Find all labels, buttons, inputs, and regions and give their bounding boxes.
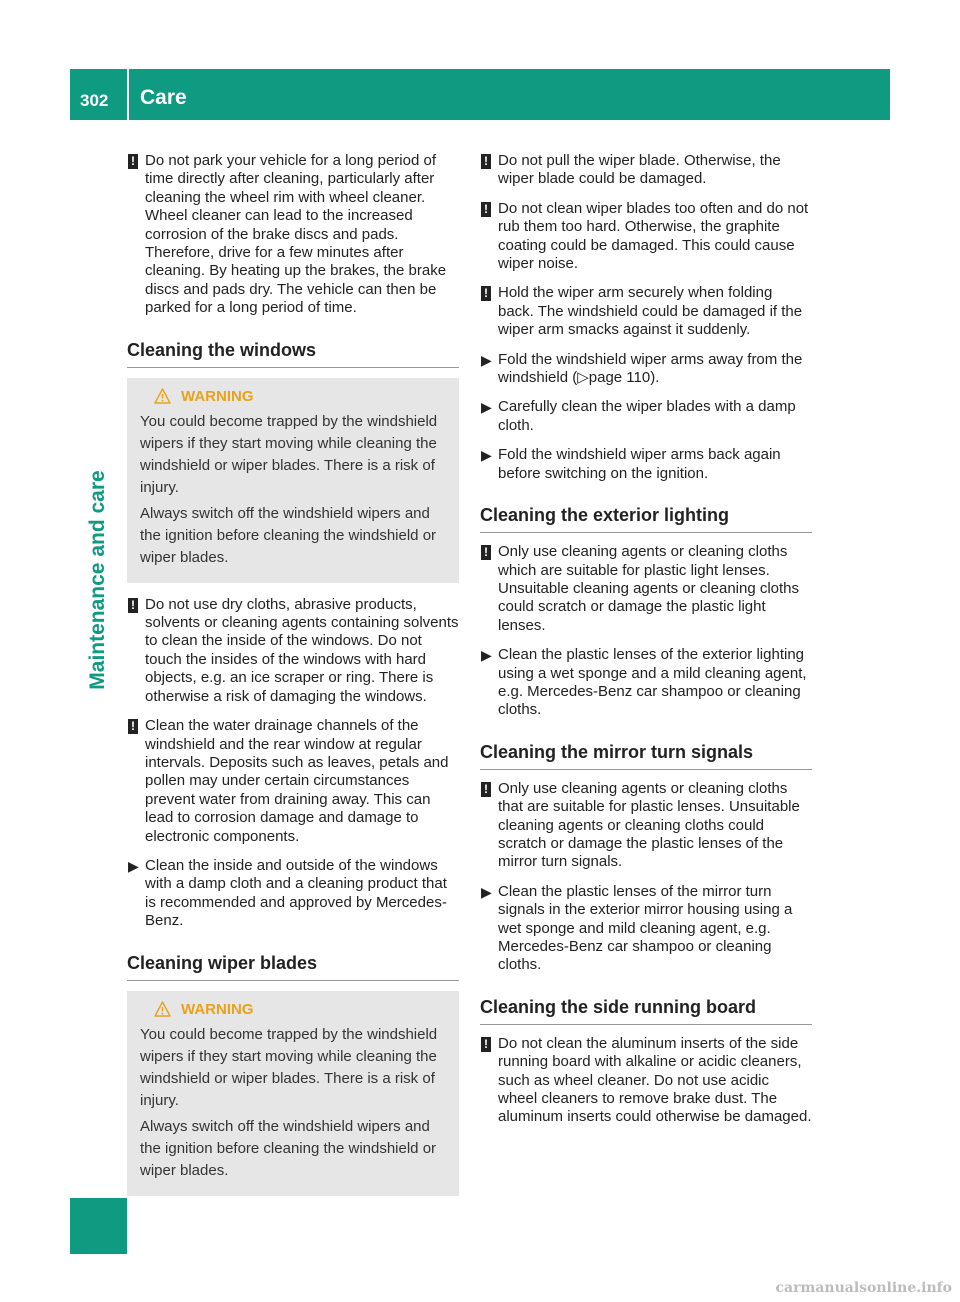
instruction-step: ▶ Clean the inside and outside of the windows with a damp cloth and a cleaning product that is recommended and approved by Mercedes-Benz. xyxy=(128,856,447,930)
exclamation-icon: ! xyxy=(128,719,138,734)
exclamation-icon: ! xyxy=(481,545,491,560)
section-heading-mirror-turn-signals: Cleaning the mirror turn signals xyxy=(480,742,812,770)
exclamation-icon: ! xyxy=(128,598,138,613)
warning-text: Always switch off the windshield wipers and the ignition before cleaning the windshield or wiper blades. xyxy=(140,1117,437,1179)
exclamation-icon: ! xyxy=(481,154,491,169)
warning-title: WARNING xyxy=(181,1000,254,1018)
header-divider xyxy=(127,69,129,120)
exclamation-icon: ! xyxy=(481,286,491,301)
page-reference-icon: ▷ xyxy=(577,369,589,387)
arrow-right-icon: ▶ xyxy=(481,399,492,416)
warning-triangle-icon xyxy=(154,1001,171,1017)
warning-header xyxy=(140,1001,449,1018)
notice-paragraph: ! Do not clean wiper blades too often and do not rub them too hard. Otherwise, the graphite coating could be damaged. This could cause wiper noise. xyxy=(480,200,812,274)
warning-header xyxy=(140,388,449,405)
watermark: carmanualsonline.info xyxy=(775,1280,952,1296)
warning-text: You could become trapped by the windshield wipers if they start moving while cleaning the windshield or wiper blades. There is a risk of injury. xyxy=(140,412,438,496)
left-column xyxy=(127,152,459,1209)
side-section-label xyxy=(84,450,112,710)
arrow-right-icon: ▶ xyxy=(481,647,492,664)
right-column xyxy=(480,152,812,1138)
page-header xyxy=(70,69,890,120)
arrow-right-icon: ▶ xyxy=(481,883,492,900)
warning-triangle-icon xyxy=(154,388,171,404)
page-title: Care xyxy=(140,86,187,109)
instruction-step: ▶ Clean the plastic lenses of the mirror turn signals in the exterior mirror housing using a wet sponge and mild cleaning agent, e.g. Mercedes-Benz car shampoo or cleaning cloths. xyxy=(481,882,793,974)
notice-paragraph: ! Do not park your vehicle for a long period of time directly after cleaning, particularly after cleaning the wheel rim with wheel cleaner. Wheel cleaner can lead to the increased corrosion of the brake discs and pads. Therefore, drive for a few minutes after cleaning. By heating up the brakes, the brake discs and pads dry. The vehicle can then be parked for a long period of time. xyxy=(127,152,459,318)
exclamation-icon: ! xyxy=(481,1037,491,1052)
exclamation-icon: ! xyxy=(128,154,138,169)
page-reference-link[interactable]: page 110 xyxy=(588,369,651,387)
side-color-block xyxy=(70,1198,127,1254)
notice-paragraph: ! Only use cleaning agents or cleaning cloths which are suitable for plastic light lenses. Unsuitable cleaning agents or cleaning cloths could scratch or damage the plastic light lenses. xyxy=(480,543,812,635)
section-heading-wiper: Cleaning wiper blades xyxy=(127,953,459,981)
instruction-step: ▶ Clean the plastic lenses of the exterior lighting using a wet sponge and a mild cleaning agent, e.g. Mercedes-Benz car shampoo or cleaning cloths. xyxy=(481,646,807,719)
side-label-text: Maintenance and care xyxy=(86,470,109,690)
instruction-step: ▶ Carefully clean the wiper blades with a damp cloth. xyxy=(481,398,796,434)
arrow-right-icon: ▶ xyxy=(481,351,492,368)
notice-paragraph: ! Clean the water drainage channels of the windshield and the rear window at regular intervals. Deposits such as leaves, petals and pollen may under certain circumstances prevent water from draining away. This can lead to corrosion damage and damage to electronic components. xyxy=(127,717,459,846)
instruction-step: ▶ Fold the windshield wiper arms back again before switching on the ignition. xyxy=(481,446,781,482)
arrow-right-icon: ▶ xyxy=(128,857,139,874)
notice-paragraph: ! Do not clean the aluminum inserts of the side running board with alkaline or acidic cleaners, such as wheel cleaner. Do not use acidic wheel cleaners to remove brake dust. The aluminum inserts could otherwise be damaged. xyxy=(480,1035,812,1127)
section-heading-exterior-lighting: Cleaning the exterior lighting xyxy=(480,505,812,533)
section-heading-windows: Cleaning the windows xyxy=(127,340,459,368)
arrow-right-icon: ▶ xyxy=(481,447,492,464)
exclamation-icon: ! xyxy=(481,202,491,217)
warning-text: You could become trapped by the windshield wipers if they start moving while cleaning the windshield or wiper blades. There is a risk of injury. xyxy=(140,1025,438,1109)
warning-box xyxy=(127,991,459,1196)
warning-title: WARNING xyxy=(181,387,254,405)
exclamation-icon: ! xyxy=(481,782,491,797)
warning-text: Always switch off the windshield wipers and the ignition before cleaning the windshield or wiper blades. xyxy=(140,504,437,566)
instruction-step: ▶ Fold the windshield wiper arms away from the windshield (▷page 110). xyxy=(481,350,803,387)
notice-paragraph: ! Hold the wiper arm securely when folding back. The windshield could be damaged if the wiper arm smacks against it suddenly. xyxy=(480,284,812,339)
page-number: 302 xyxy=(80,91,109,110)
notice-paragraph: ! Do not use dry cloths, abrasive products, solvents or cleaning agents containing solvents to clean the inside of the windows. Do not touch the insides of the windows with hard objects, e.g. an ice scraper or ring. There is otherwise a risk of damaging the windows. xyxy=(127,596,459,706)
notice-paragraph: ! Only use cleaning agents or cleaning cloths that are suitable for plastic lenses. Unsuitable cleaning agents or cleaning cloths could scratch or damage the plastic lenses of the mirror turn signals. xyxy=(480,780,812,872)
notice-paragraph: ! Do not pull the wiper blade. Otherwise, the wiper blade could be damaged. xyxy=(480,152,812,189)
warning-box xyxy=(127,378,459,583)
section-heading-side-running-board: Cleaning the side running board xyxy=(480,997,812,1025)
